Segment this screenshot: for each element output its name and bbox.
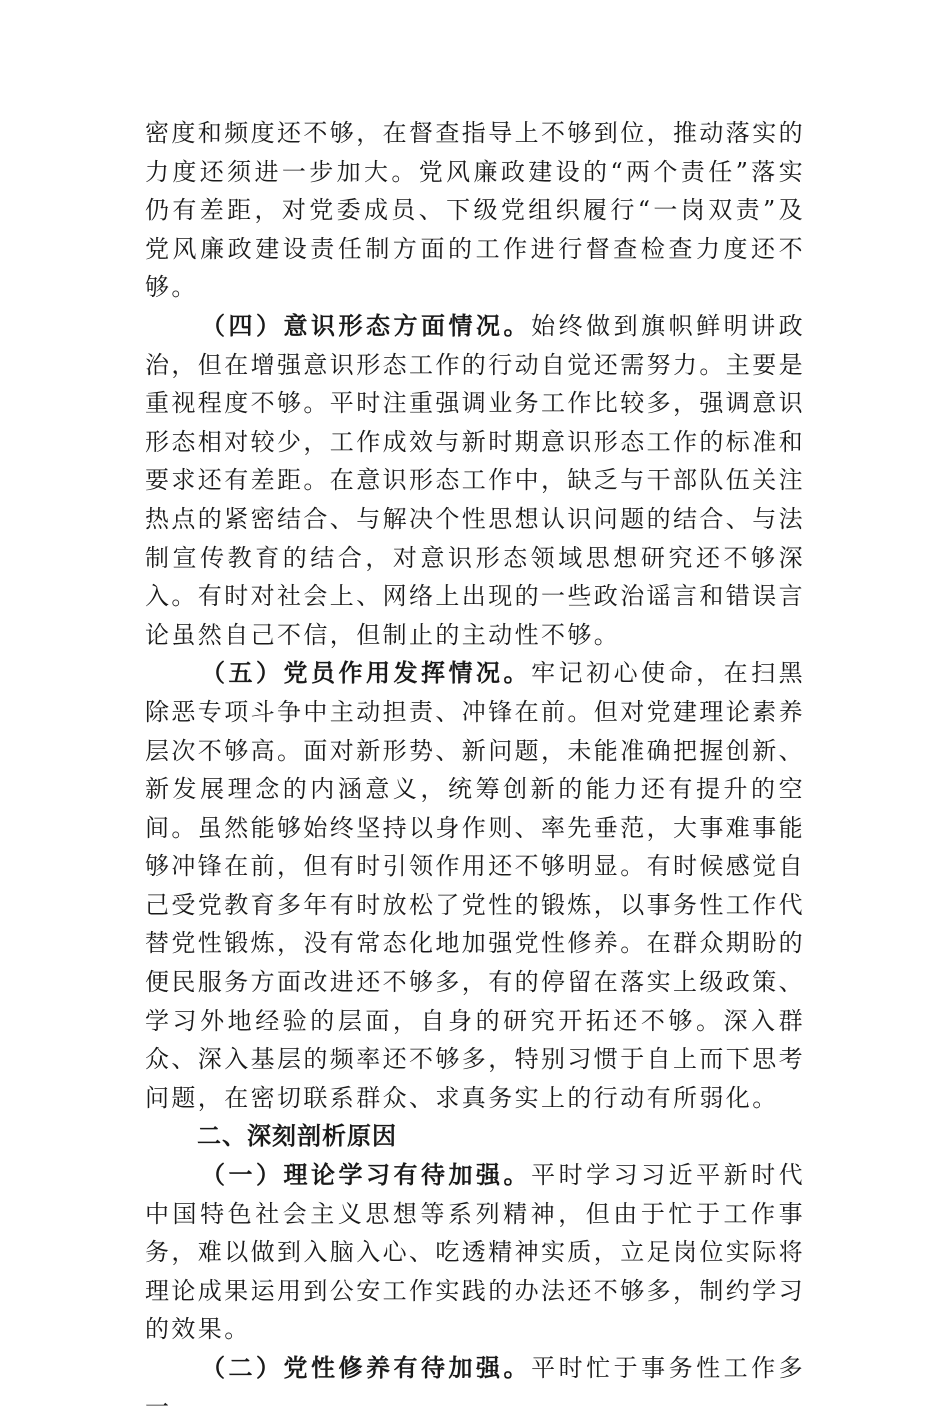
paragraph-lead-heading: （二）党性修养有待加强。 bbox=[201, 1353, 532, 1382]
paragraph-body: 密度和频度还不够，在督查指导上不够到位，推动落实的力度还须进一步加大。党风廉政建设的“两个责任”落实仍有差距，对党委成员、下级党组织履行“一岗双责”及党风廉政建设责任制方面的工作进行督查检查力度还不够。 bbox=[145, 119, 805, 302]
paragraph-body: 牢记初心使命，在扫黑除恶专项斗争中主动担责、冲锋在前。但对党建理论素养层次不够高。面对新形势、新问题，未能准确把握创新、新发展理念的内涵意义，统筹创新的能力还有提升的空间。虽然能够始终坚持以身作则、率先垂范，大事难事能够冲锋在前，但有时引领作用还不够明显。有时候感觉自己受党教育多年有时放松了党性的锻炼，以事务性工作代替党性锻炼，没有常态化地加强党性修养。在群众期盼的便民服务方面改进还不够多，有的停留在落实上级政策、学习外地经验的层面，自身的研究开拓还不够。深入群众、深入基层的频率还不够多，特别习惯于自上而下思考问题，在密切联系群众、求真务实上的行动有所弱化。 bbox=[145, 659, 805, 1112]
paragraph-body: 始终做到旗帜鲜明讲政治，但在增强意识形态工作的行动自觉还需努力。主要是重视程度不够。平时注重强调业务工作比较多，强调意识形态相对较少，工作成效与新时期意识形态工作的标准和要求还有差距。在意识形态工作中，缺乏与干部队伍关注热点的紧密结合、与解决个性思想认识问题的结合、与法制宣传教育的结合，对意识形态领域思想研究还不够深入。有时对社会上、网络上出现的一些政治谣言和错误言论虽然自己不信，但制止的主动性不够。 bbox=[145, 311, 805, 649]
paragraph-lead-heading: （五）党员作用发挥情况。 bbox=[201, 658, 532, 688]
paragraph-party-member-role bbox=[145, 654, 805, 1117]
paragraph-lead-heading: （一）理论学习有待加强。 bbox=[201, 1160, 532, 1190]
paragraph-party-spirit bbox=[145, 1349, 805, 1426]
paragraph-theory-study bbox=[145, 1156, 805, 1349]
section-heading-causes: 二、深刻剖析原因 bbox=[197, 1122, 397, 1151]
document-page bbox=[145, 114, 805, 1426]
paragraph-lead-heading: （四）意识形态方面情况。 bbox=[201, 310, 532, 340]
paragraph-continuation bbox=[145, 114, 805, 307]
paragraph-body: 平时学习习近平新时代中国特色社会主义思想等系列精神，但由于忙于工作事务，难以做到入脑入心、吃透精神实质，立足岗位实际将理论成果运用到公安工作实践的办法还不够多，制约学习的效果。 bbox=[145, 1161, 805, 1344]
paragraph-body: 平时忙于事务性工作多一 bbox=[145, 1354, 805, 1421]
paragraph-ideology bbox=[145, 307, 805, 654]
